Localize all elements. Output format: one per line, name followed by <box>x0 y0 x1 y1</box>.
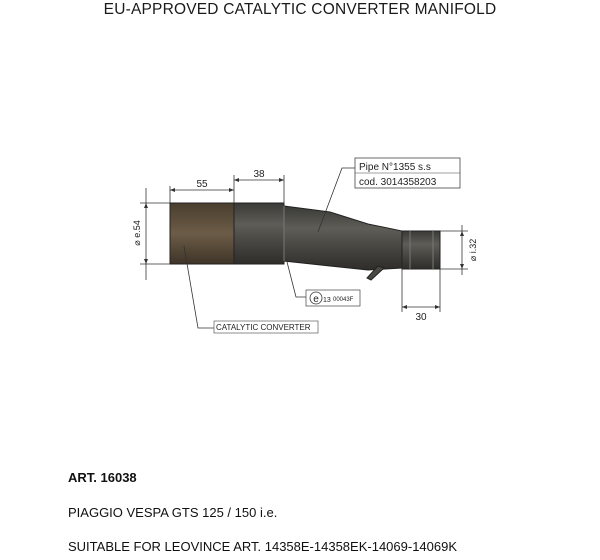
dimension-left-diameter: ⌀ e.54 <box>132 220 142 246</box>
vehicle-model: PIAGGIO VESPA GTS 125 / 150 i.e. <box>68 505 278 520</box>
homologation-country: 13 <box>323 297 331 304</box>
manifold-pipe <box>170 203 440 280</box>
dimension-top-right: 38 <box>253 169 265 180</box>
compatibility-note: SUITABLE FOR LEOVINCE ART. 14358E-14358EK-14069-14069K <box>68 539 458 554</box>
dimension-top-left: 55 <box>196 179 208 190</box>
catalytic-label: CATALYTIC CONVERTER <box>216 323 311 332</box>
article-number: ART. 16038 <box>68 470 137 485</box>
homologation-mark: e <box>313 294 319 305</box>
pipe-label-line1: Pipe N°1355 s.s <box>359 162 431 173</box>
dimension-right-diameter: ⌀ i.32 <box>468 238 478 262</box>
homologation-code: 00043F <box>333 297 354 303</box>
pipe-taper <box>284 206 402 270</box>
pipe-section-main <box>234 203 284 264</box>
pipe-outlet <box>402 231 440 269</box>
page-title: EU-APPROVED CATALYTIC CONVERTER MANIFOLD <box>103 1 497 18</box>
catalytic-section <box>170 203 234 264</box>
dimension-bottom: 30 <box>415 312 427 323</box>
pipe-label-line2: cod. 3014358203 <box>359 177 437 188</box>
